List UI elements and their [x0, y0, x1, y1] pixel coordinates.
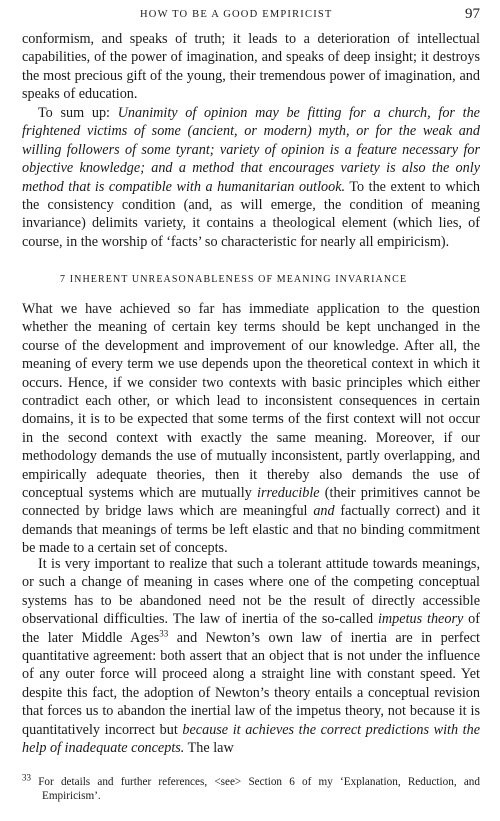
p3-text-b: (their primitives cannot be connected by bridge laws which are meaningful [22, 485, 481, 520]
p4-text-b: of the later Middle Ages [22, 611, 480, 646]
p3-italic-and: and [313, 503, 335, 520]
footnote-number: 33 [22, 772, 31, 783]
page-number: 97 [465, 6, 480, 22]
page-header [22, 6, 480, 27]
paragraph-sum-up [22, 104, 480, 251]
p4-text-a: It is very important to realize that such a tolerant attitude towards meanings, or such a change of meaning in cases where one of the competing conceptual systems has to be abandoned need not be the result of directly accessible observational difficulties. The law of inertia of the so-called [22, 556, 480, 628]
p3-text-c: factually correct) and it demands that meanings of terms be left elastic and that no binding commitment be made to a certain set of concepts. [22, 503, 481, 557]
sum-up-italic-claim: Unanimity of opinion may be fitting for a church, for the frightened victims of some (ancient, or modern) myth, or for the weak and willing followers of some tyrant; variety of opinion is a feature necessary for objective knowledge; and a method that encourages variety is also the only method that is compatible with a humanitarian outlook. [22, 105, 480, 195]
footnote-text: For details and further references, <see> Section 6 of my ‘Explanation, Reduction, and Empiricism’. [31, 776, 480, 802]
p4-italic-inadequate-concepts: because it achieves the correct predictions with the help of inadequate concepts. [22, 721, 480, 757]
section-heading: 7 INHERENT UNREASONABLENESS OF MEANING INVARIANCE [60, 274, 408, 285]
p4-italic-impetus-theory: impetus theory [377, 611, 464, 628]
footnote-ref[interactable]: 33 [159, 627, 169, 638]
footnote [22, 772, 480, 803]
sum-up-rest: To the extent to which the consistency condition (and, as will emerge, the condition of meaning invariance) delimits variety, it contains a theological element (which lies, of course, in the worship of ‘facts’ so characteristic for nearly all empiricism). [22, 178, 480, 250]
paragraph-meaning-invariance [22, 300, 480, 558]
paragraph-tolerant-attitude [22, 555, 480, 757]
paragraph-conformism: conformism, and speaks of truth; it leads to a deterioration of intellectual capabilities, of the power of imagination, and speaks of deep insight; it destroys the most precious gift of the young, their tremendous power of imagination, and speaks of education. [22, 31, 480, 103]
p4-text-d: The law [184, 740, 234, 757]
p3-text-a: What we have achieved so far has immediate application to the question whether the meaning of certain key terms should be kept unchanged in the course of the development and improvement of our knowledge. After all, the meaning of every term we use depends upon the theoretical context in which it occurs. Hence, if we consider two contexts with basic principles which either contradict each other, or which lead to inconsistent consequences in certain domains, it is to be expected that some terms of the first context will not occur in the second context with exactly the same meaning. Moreover, if our methodology demands the use of mutually inconsistent, partly overlapping, and empirically adequate theories, then it thereby also demands the use of conceptual systems which are mutually [22, 301, 480, 502]
p4-text-c: and Newton’s own law of inertia are in perfect quantitative agreement: both assert that an object that is not under the influence of any outer force will proceed along a straight line with constant speed. Yet despite this fact, the adoption of Newton’s theory entails a conceptual revision that forces us to abandon the inertial law of the impetus theory, not because it is quantitatively incorrect but [22, 629, 480, 738]
p3-italic-irreducible: irreducible [257, 485, 320, 502]
running-head: HOW TO BE A GOOD EMPIRICIST [140, 9, 333, 20]
sum-up-lead: To sum up: [38, 105, 118, 121]
